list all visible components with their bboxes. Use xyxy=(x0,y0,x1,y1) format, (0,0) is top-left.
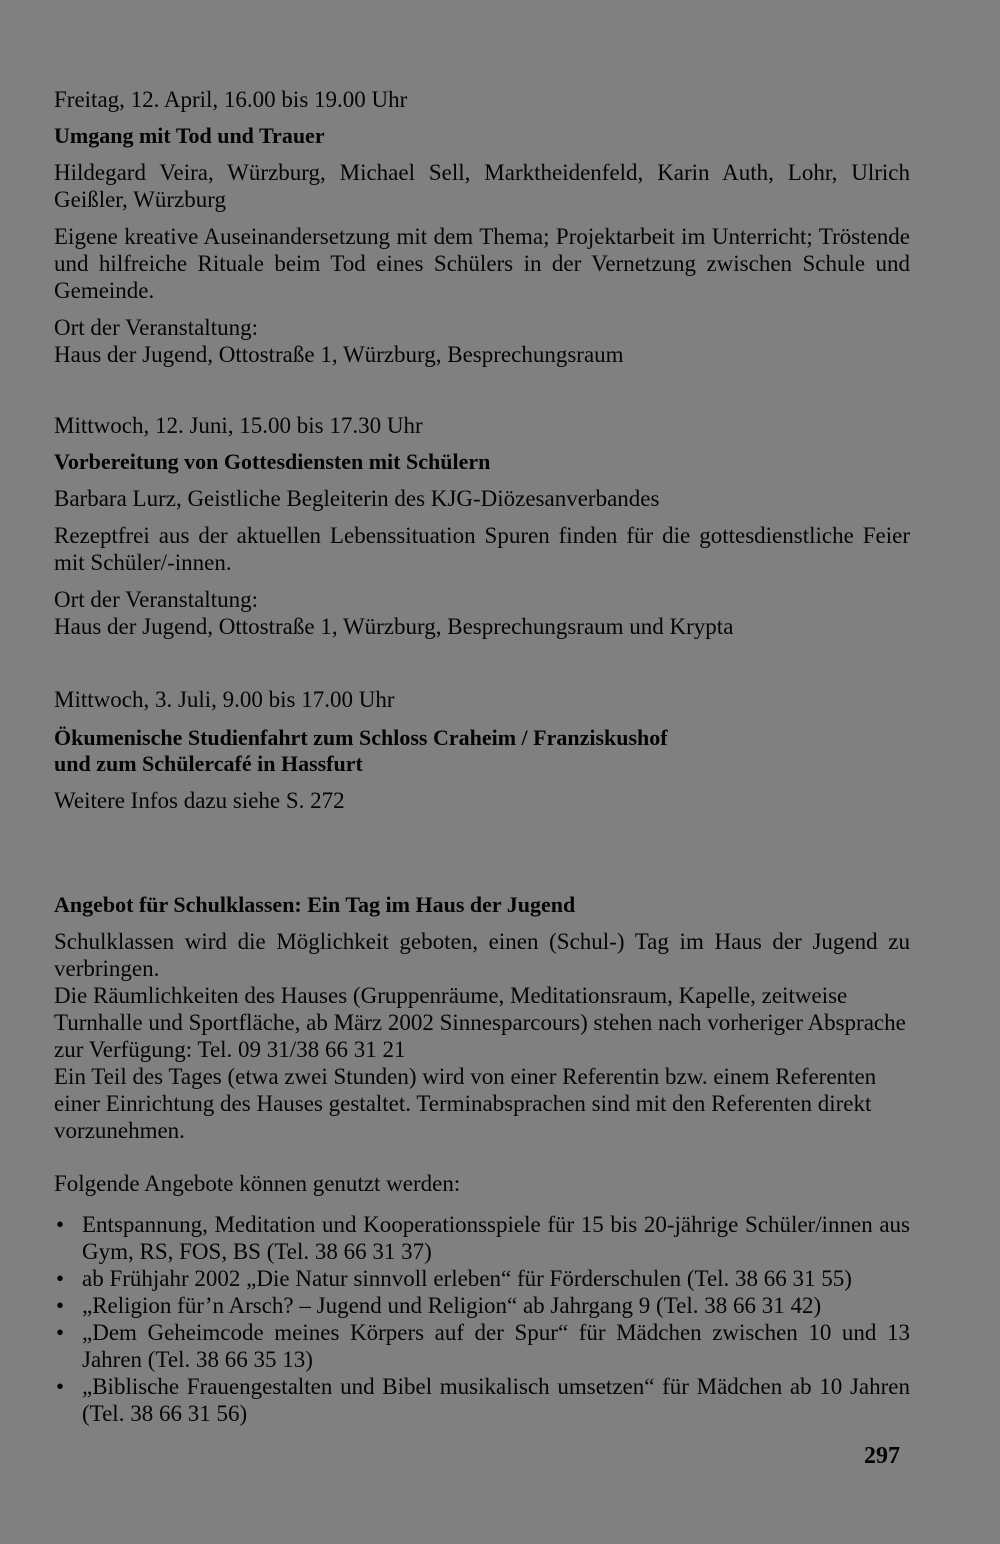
bullet-icon: • xyxy=(56,1293,65,1318)
event-description: Eigene kreative Auseinandersetzung mit dem Thema; Projektarbeit im Unterricht; Tröstende und hilfreiche Rituale beim Tod eines Schülers in der Vernetzung zwischen Schule und Gemeinde. xyxy=(54,224,910,303)
list-item-text: „Religion für’n Arsch? – Jugend und Religion“ ab Jahrgang 9 (Tel. 38 66 31 42) xyxy=(82,1293,822,1318)
page-number: 297 xyxy=(864,1443,900,1469)
event-title: Umgang mit Tod und Trauer xyxy=(54,123,325,148)
list-item-text: „Dem Geheimcode meines Körpers auf der Spur“ für Mädchen zwischen 10 und 13 Jahren (Tel. 38 66 35 13) xyxy=(82,1320,910,1372)
list-item xyxy=(54,1211,910,1265)
offer-list xyxy=(54,1211,910,1427)
event-people: Barbara Lurz, Geistliche Begleiterin des KJG-Diözesanverbandes xyxy=(54,486,660,511)
event-1 xyxy=(54,86,910,368)
school-class-offer xyxy=(54,892,910,1427)
list-item-text: Entspannung, Meditation und Kooperationsspiele für 15 bis 20-jährige Schüler/innen aus Gym, RS, FOS, BS (Tel. 38 66 31 37) xyxy=(82,1212,910,1264)
event-title xyxy=(54,725,910,777)
event-title-line-1: Ökumenische Studienfahrt zum Schloss Craheim / Franziskushof xyxy=(54,725,668,750)
event-title: Vorbereitung von Gottesdiensten mit Schülern xyxy=(54,449,491,474)
bullet-icon: • xyxy=(56,1320,65,1345)
venue-label: Ort der Veranstaltung: xyxy=(54,315,258,340)
bullet-icon: • xyxy=(56,1374,65,1399)
event-date: Mittwoch, 3. Juli, 9.00 bis 17.00 Uhr xyxy=(54,687,395,712)
offer-paragraph-3: Ein Teil des Tages (etwa zwei Stunden) wird von einer Referentin bzw. einem Referenten einer Einrichtung des Hauses gestaltet. Terminabsprachen sind mit den Referenten direkt vorzunehmen. xyxy=(54,1064,877,1143)
list-item-text: „Biblische Frauengestalten und Bibel musikalisch umsetzen“ für Mädchen ab 10 Jahren (Tel. 38 66 31 56) xyxy=(82,1374,910,1426)
list-item xyxy=(54,1319,910,1373)
event-title-line-2: und zum Schülercafé in Hassfurt xyxy=(54,751,363,776)
bullet-icon: • xyxy=(56,1212,65,1237)
list-item xyxy=(54,1373,910,1427)
event-3 xyxy=(54,686,910,814)
list-item-text: ab Frühjahr 2002 „Die Natur sinnvoll erleben“ für Förderschulen (Tel. 38 66 31 55) xyxy=(82,1266,852,1291)
venue-label: Ort der Veranstaltung: xyxy=(54,587,258,612)
list-intro: Folgende Angebote können genutzt werden: xyxy=(54,1171,461,1196)
event-description: Rezeptfrei aus der aktuellen Lebenssituation Spuren finden für die gottesdienstliche Feier mit Schüler/-innen. xyxy=(54,523,910,575)
offer-paragraph-1: Schulklassen wird die Möglichkeit geboten, einen (Schul-) Tag im Haus der Jugend zu verbringen. xyxy=(54,929,910,981)
venue: Haus der Jugend, Ottostraße 1, Würzburg, Besprechungsraum und Krypta xyxy=(54,614,734,639)
offer-paragraph-2: Die Räumlichkeiten des Hauses (Gruppenräume, Meditationsraum, Kapelle, zeitweise Turnhalle und Sportfläche, ab März 2002 Sinnesparcours) stehen nach vorheriger Absprache zur Verfügung: Tel. 09 31/38 66 31 21 xyxy=(54,983,906,1062)
offer-title: Angebot für Schulklassen: Ein Tag im Haus der Jugend xyxy=(54,892,576,917)
event-date: Mittwoch, 12. Juni, 15.00 bis 17.30 Uhr xyxy=(54,413,423,438)
event-2 xyxy=(54,412,910,640)
event-date: Freitag, 12. April, 16.00 bis 19.00 Uhr xyxy=(54,87,408,112)
event-description: Weitere Infos dazu siehe S. 272 xyxy=(54,788,345,813)
venue: Haus der Jugend, Ottostraße 1, Würzburg, Besprechungsraum xyxy=(54,342,624,367)
event-people: Hildegard Veira, Würzburg, Michael Sell, Marktheidenfeld, Karin Auth, Lohr, Ulrich Geißler, Würzburg xyxy=(54,160,910,212)
list-item xyxy=(54,1292,910,1319)
list-item xyxy=(54,1265,910,1292)
bullet-icon: • xyxy=(56,1266,65,1291)
